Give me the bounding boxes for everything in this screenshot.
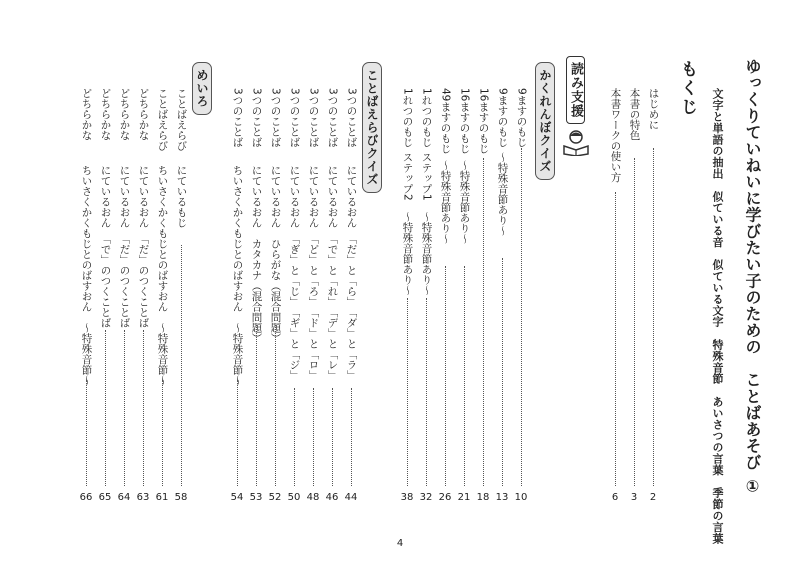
leader-dots <box>464 266 465 486</box>
toc-category: 3つのことば <box>326 88 339 148</box>
section-heading-kakurenbo: かくれんぼクイズ <box>535 62 555 180</box>
toc-page-number: 54 <box>230 492 244 503</box>
toc-page-number: 65 <box>98 492 112 503</box>
leader-dots <box>521 148 522 486</box>
toc-title: にているおん 「で」のつくことば <box>99 165 112 328</box>
toc-title: にているもじ <box>175 165 188 228</box>
toc-page-number: 53 <box>249 492 263 503</box>
leader-dots <box>407 298 408 486</box>
toc-page-number: 58 <box>174 492 188 503</box>
leader-dots <box>181 245 182 486</box>
leader-dots <box>634 158 635 486</box>
leader-dots <box>124 330 125 486</box>
toc-page-number: 10 <box>514 492 528 503</box>
toc-title: ～特殊音節あり～ <box>496 152 509 236</box>
leader-dots <box>426 298 427 486</box>
leader-dots <box>275 325 276 486</box>
toc-title: にているおん 「だ」のつくことば <box>118 165 131 328</box>
section-heading-kotoba: ことばえらびクイズ <box>362 62 382 193</box>
toc-page-number: 44 <box>344 492 358 503</box>
leader-dots <box>332 388 333 486</box>
toc-category: 3つのことば <box>288 88 301 148</box>
leader-dots <box>351 388 352 486</box>
leader-dots <box>313 388 314 486</box>
toc-page-number: 64 <box>117 492 131 503</box>
toc-category: 3つのことば <box>307 88 320 148</box>
section-heading-meiro: めいろ <box>192 62 212 115</box>
toc-title: にているおん 「だ」のつくことば <box>137 165 150 328</box>
leader-dots <box>162 380 163 486</box>
toc-page-number: 6 <box>611 492 619 503</box>
book-subtitle: 文字と単語の抽出 似ている音 似ている文字 特殊音節 あいさつの言葉 季節の言葉 <box>711 88 724 544</box>
toc-category: ことばえらび <box>175 88 188 151</box>
leader-dots <box>294 388 295 486</box>
leader-dots <box>86 380 87 486</box>
toc-category: 1れつのもじ <box>420 88 433 148</box>
toc-page-number: 38 <box>400 492 414 503</box>
toc-page-number: 48 <box>306 492 320 503</box>
leader-dots <box>143 330 144 486</box>
toc-page-number: 21 <box>457 492 471 503</box>
toc-page-number: 13 <box>495 492 509 503</box>
toc-item-label: 本書ワークの使い方 <box>609 88 622 183</box>
toc-title: にているおん ひらがな（混合問題） <box>269 165 282 344</box>
toc-category: 16ますのもじ <box>458 88 471 154</box>
toc-title: ちいさくかくもじとのばすおん ～特殊音節～ <box>156 165 169 386</box>
toc-category: どちらかな <box>99 88 112 141</box>
leader-dots <box>445 266 446 486</box>
toc-category: 49ますのもじ <box>439 88 452 154</box>
page-number: 4 <box>396 538 404 549</box>
toc-page-number: 61 <box>155 492 169 503</box>
toc-heading: もくじ <box>677 60 697 117</box>
toc-category: 3つのことば <box>269 88 282 148</box>
toc-page-number: 52 <box>268 492 282 503</box>
toc-page-number: 3 <box>630 492 638 503</box>
toc-item-label: 本書の特色 <box>628 88 641 141</box>
toc-category: 3つのことば <box>231 88 244 148</box>
leader-dots <box>105 330 106 486</box>
toc-category: ことばえらび <box>156 88 169 151</box>
toc-category: 1れつのもじ <box>401 88 414 148</box>
toc-title: ～特殊音節あり～ <box>458 160 471 244</box>
leader-dots <box>256 325 257 486</box>
toc-page-number: 46 <box>325 492 339 503</box>
toc-category: どちらかな <box>80 88 93 141</box>
toc-title: ステップ2 ～特殊音節あり～ <box>401 152 414 296</box>
leader-dots <box>502 258 503 486</box>
toc-title: にているおん 「で」と「れ」 「デ」と「レ」 <box>326 165 339 381</box>
leader-dots <box>483 158 484 486</box>
toc-title: ちいさくかくもじとのばすおん ～特殊音節～ <box>231 165 244 386</box>
toc-title: にているおん 「ど」と「ろ」 「ド」と「ロ」 <box>307 165 320 381</box>
toc-category: どちらかな <box>137 88 150 141</box>
toc-category: 16ますのもじ <box>477 88 490 154</box>
reading-child-icon <box>561 128 591 156</box>
toc-page-number: 50 <box>287 492 301 503</box>
toc-title: にているおん 「だ」と「ら」 「ダ」と「ラ」 <box>345 165 358 381</box>
toc-page-number: 63 <box>136 492 150 503</box>
toc-title: ステップ1 ～特殊音節あり～ <box>420 152 433 296</box>
toc-category: 9ますのもじ <box>515 88 528 148</box>
toc-title: にているおん カタカナ（混合問題） <box>250 165 263 344</box>
toc-title: にているおん 「ぎ」と「じ」 「ギ」と「ジ」 <box>288 165 301 381</box>
leader-dots <box>653 148 654 486</box>
toc-category: 9ますのもじ <box>496 88 509 148</box>
toc-page-number: 2 <box>649 492 657 503</box>
toc-page-number: 18 <box>476 492 490 503</box>
reading-support-badge: 読み支援 <box>566 56 585 124</box>
book-title: ゆっくりていねいに学びたい子のための ことばあそび ① <box>743 58 762 497</box>
toc-category: 3つのことば <box>250 88 263 148</box>
toc-page-number: 26 <box>438 492 452 503</box>
leader-dots <box>237 380 238 486</box>
toc-item-label: はじめに <box>647 88 660 130</box>
toc-category: 3つのことば <box>345 88 358 148</box>
toc-title: ちいさくかくもじとのばすおん ～特殊音節～ <box>80 165 93 386</box>
leader-dots <box>615 192 616 486</box>
toc-page-number: 66 <box>79 492 93 503</box>
toc-page-number: 32 <box>419 492 433 503</box>
toc-title: ～特殊音節あり～ <box>439 160 452 244</box>
toc-category: どちらかな <box>118 88 131 141</box>
